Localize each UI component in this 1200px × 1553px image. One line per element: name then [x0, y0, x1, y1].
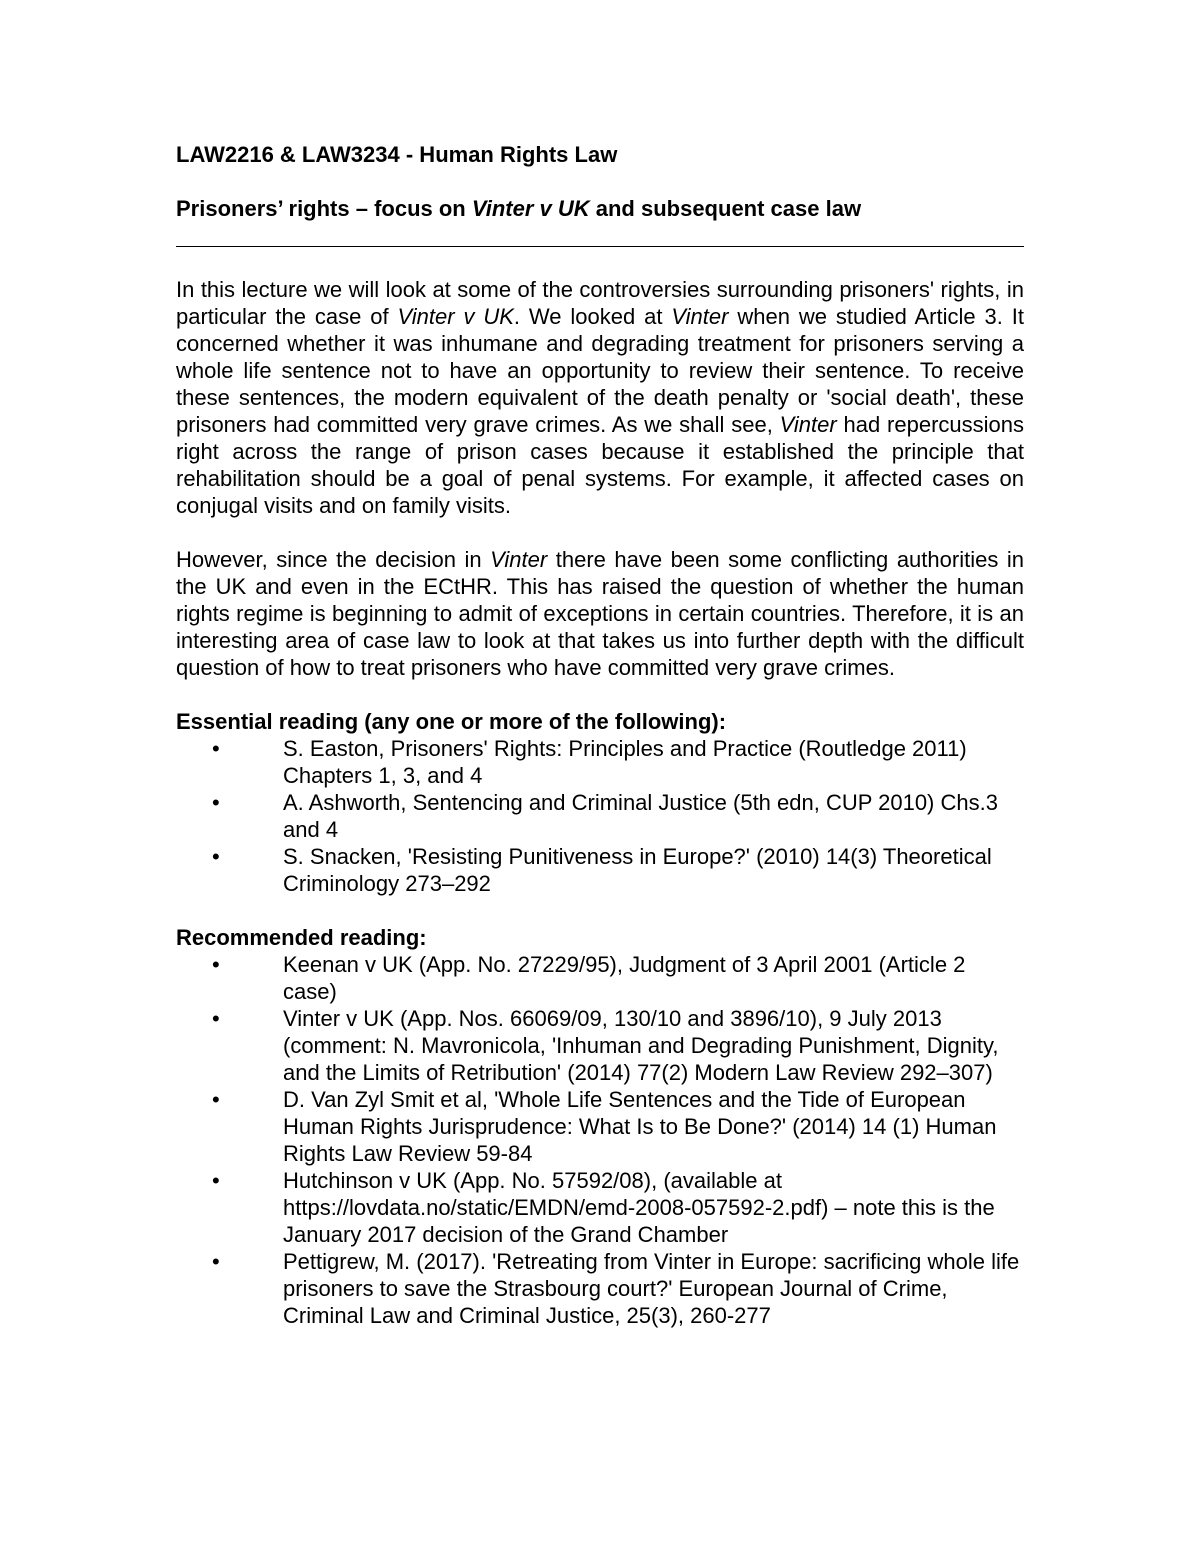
list-item — [176, 951, 1024, 1005]
list-item — [176, 1086, 1024, 1167]
reading-text: Vinter v UK (App. Nos. 66069/09, 130/10 and 3896/10), 9 July 2013 (comment: N. Mavronicola, 'Inhuman and Degrading Punishment, Dignity, and the Limits of Retribution' (2014) 77(2) Modern Law Review 292–307) — [283, 1006, 999, 1085]
reading-text: Pettigrew, M. (2017). 'Retreating from Vinter in Europe: sacrificing whole life prisoners to save the Strasbourg court?' European Journal of Crime, Criminal Law and Criminal Justice, 25(3), 260-277 — [283, 1249, 1020, 1328]
subtitle-suffix: and subsequent case law — [589, 196, 862, 221]
bullet-icon: • — [212, 736, 220, 761]
list-item — [176, 843, 1024, 897]
intro-case-vinter-2: Vinter — [779, 412, 837, 437]
bullet-icon: • — [212, 1087, 220, 1112]
intro-paragraph — [176, 276, 1024, 519]
recommended-reading-heading: Recommended reading: — [176, 925, 427, 950]
intro-text-1: In this lecture we will look at some of the controversies surrounding prisoners' rights, in particular the case of — [176, 277, 1024, 329]
bullet-icon: • — [212, 1168, 220, 1193]
second-text-2: there have been some conflicting authorities in the UK and even in the ECtHR. This has raised the question of whether the human rights regime is beginning to admit of exceptions in certain countries. Therefore, it is an interesting area of case law to look at that takes us into further depth with the difficult question of how to treat prisoners who have committed very grave crimes. — [176, 547, 1024, 680]
reading-text: Keenan v UK (App. No. 27229/95), Judgment of 3 April 2001 (Article 2 case) — [283, 952, 966, 1004]
lecture-subtitle — [176, 192, 1024, 226]
list-item — [176, 735, 1024, 789]
bullet-icon: • — [212, 844, 220, 869]
intro-text-2: . We looked at — [513, 304, 672, 329]
list-item — [176, 789, 1024, 843]
reading-text: D. Van Zyl Smit et al, 'Whole Life Sentences and the Tide of European Human Rights Jurisprudence: What Is to Be Done?' (2014) 14 (1) Human Rights Law Review 59-84 — [283, 1087, 997, 1166]
essential-reading-heading: Essential reading (any one or more of the following): — [176, 709, 727, 734]
recommended-reading-list — [176, 951, 1024, 1329]
reading-text: S. Snacken, 'Resisting Punitiveness in Europe?' (2010) 14(3) Theoretical Criminology 273–292 — [283, 844, 992, 896]
reading-text: A. Ashworth, Sentencing and Criminal Justice (5th edn, CUP 2010) Chs.3 and 4 — [283, 790, 998, 842]
essential-reading-list — [176, 735, 1024, 897]
reading-text: S. Easton, Prisoners' Rights: Principles and Practice (Routledge 2011) Chapters 1, 3, and 4 — [283, 736, 967, 788]
bullet-icon: • — [212, 1006, 220, 1031]
bullet-icon: • — [212, 1249, 220, 1274]
bullet-icon: • — [212, 952, 220, 977]
subtitle-prefix: Prisoners’ rights – focus on — [176, 196, 472, 221]
course-title: LAW2216 & LAW3234 - Human Rights Law — [176, 142, 618, 167]
intro-text-3: when we studied Article 3. It concerned whether it was inhumane and degrading treatment for prisoners serving a whole life sentence not to have an opportunity to review their sentence. To receive these sentences, the modern equivalent of the death penalty or 'social death', these prisoners had committed very grave crimes. As we shall see, — [176, 304, 1024, 437]
second-text-1: However, since the decision in — [176, 547, 491, 572]
list-item — [176, 1005, 1024, 1086]
intro-text-4: had repercussions right across the range of prison cases because it established the principle that rehabilitation should be a goal of penal systems. For example, it affected cases on conjugal visits and on family visits. — [176, 412, 1024, 518]
subtitle-case-name: Vinter v UK — [471, 196, 590, 221]
bullet-icon: • — [212, 790, 220, 815]
reading-text: Hutchinson v UK (App. No. 57592/08), (available at https://lovdata.no/static/EMDN/emd-2008-057592-2.pdf) – note this is the January 2017 decision of the Grand Chamber — [283, 1168, 995, 1247]
second-paragraph — [176, 546, 1024, 681]
second-case-vinter: Vinter — [490, 547, 548, 572]
horizontal-divider — [176, 246, 1024, 247]
intro-case-vinter-v-uk: Vinter v UK — [397, 304, 514, 329]
document-page — [176, 138, 1024, 1329]
intro-case-vinter-1: Vinter — [671, 304, 729, 329]
list-item — [176, 1248, 1024, 1329]
list-item — [176, 1167, 1024, 1248]
